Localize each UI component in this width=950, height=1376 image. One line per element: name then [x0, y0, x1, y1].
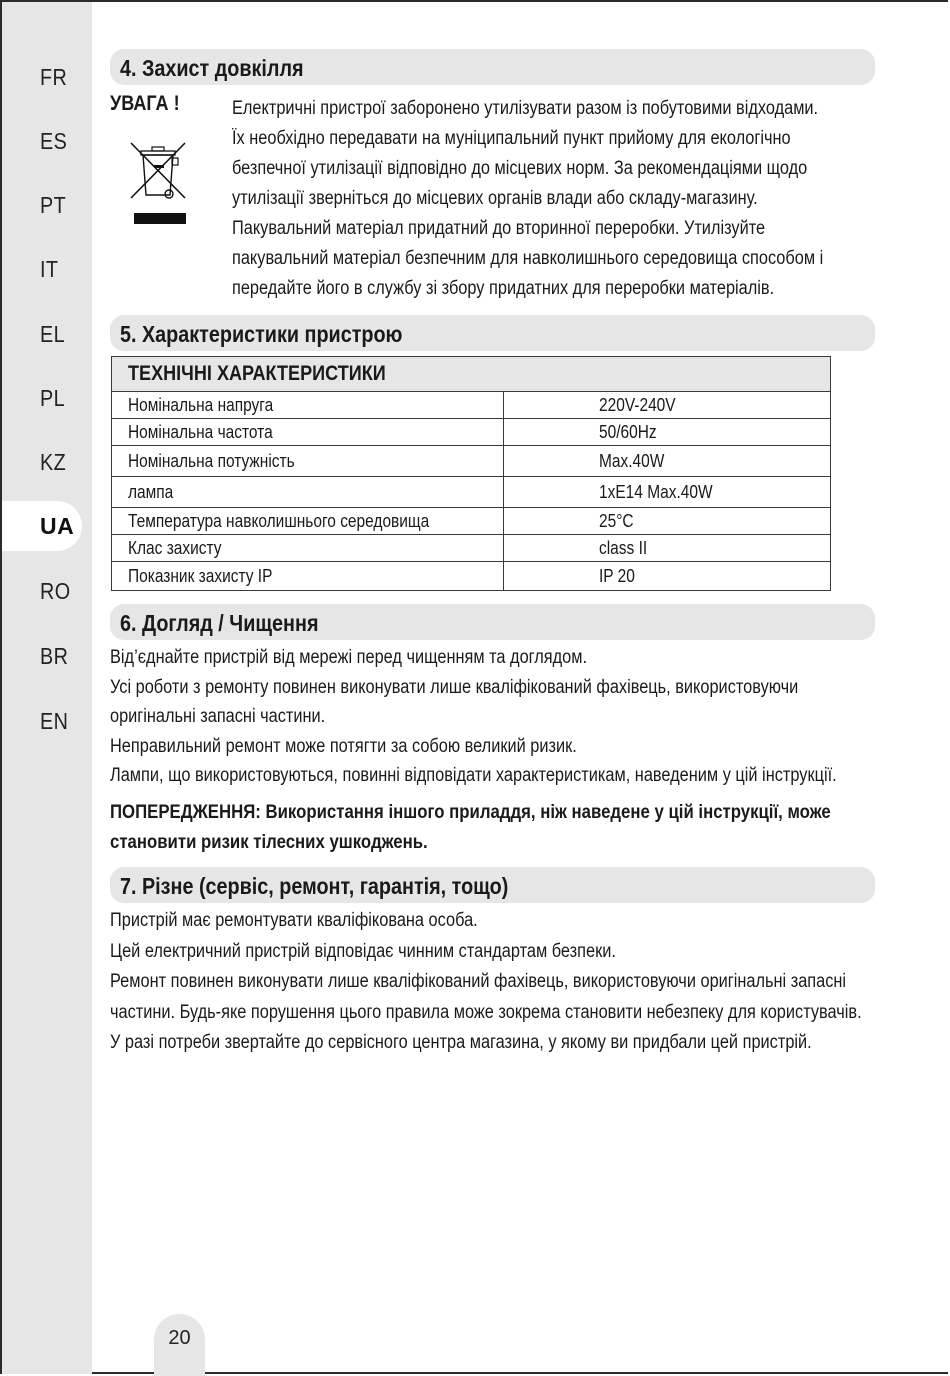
section-4-heading: 4. Захист довкілля: [110, 49, 875, 85]
body-line: пакувальний матеріал безпечним для навколишнього середовища способом і: [232, 248, 824, 269]
table-row: [112, 419, 831, 446]
warning-line: ПОПЕРЕДЖЕННЯ: Використання іншого приладдя, ніж наведене у цій інструкції, може: [110, 801, 831, 823]
warning-line: становити ризик тілесних ушкоджень.: [110, 831, 428, 853]
spec-value: 25°C: [504, 508, 831, 535]
lang-label: EL: [40, 321, 66, 347]
weee-crossed-bin-icon: [128, 138, 190, 230]
warning-label: УВАГА !: [110, 92, 180, 115]
body-line: Пристрій має ремонтувати кваліфікована особа.: [110, 910, 478, 931]
lang-label: KZ: [40, 449, 67, 475]
lang-tab-br[interactable]: [2, 631, 92, 681]
section-6-warning: [110, 797, 948, 857]
spec-value: IP 20: [504, 562, 831, 591]
lang-tab-pt[interactable]: [2, 180, 92, 230]
section-7-body: [110, 906, 950, 1059]
lang-tab-ro[interactable]: [2, 566, 92, 616]
lang-tab-ua[interactable]: [2, 501, 82, 551]
lang-tab-fr[interactable]: [2, 52, 92, 102]
table-row: [112, 535, 831, 562]
body-line: Від’єднайте пристрій від мережі перед чищенням та доглядом.: [110, 647, 588, 668]
spec-label: Клас захисту: [112, 535, 504, 562]
technical-specs-table: [111, 356, 831, 591]
spec-label: Температура навколишнього середовища: [112, 508, 504, 535]
lang-tab-es[interactable]: [2, 116, 92, 166]
spec-value: 220V-240V: [504, 392, 831, 419]
table-row: [112, 508, 831, 535]
body-line: Лампи, що використовуються, повинні відповідати характеристикам, наведеним у цій інструкції.: [110, 765, 837, 786]
section-7-heading: 7. Різне (сервіс, ремонт, гарантія, тощо): [110, 867, 875, 903]
body-line: передайте його в службу зі збору придатних для переробки матеріалів.: [232, 278, 775, 299]
lang-label: UA: [40, 513, 75, 539]
page-number: 20: [154, 1314, 205, 1376]
lang-label: FR: [40, 64, 68, 90]
lang-label: PT: [40, 192, 67, 218]
lang-label: BR: [40, 643, 69, 669]
body-line: безпечної утилізації відповідно до місцевих норм. За рекомендаціями щодо: [232, 158, 808, 179]
table-header-row: [112, 357, 831, 392]
section-5-heading: 5. Характеристики пристрою: [110, 315, 875, 351]
section-6-body: [110, 643, 950, 791]
spec-label: Показник захисту IP: [112, 562, 504, 591]
lang-tab-it[interactable]: [2, 244, 92, 294]
spec-label: Номінальна частота: [112, 419, 504, 446]
table-row: [112, 446, 831, 477]
body-line: оригінальні запасні частини.: [110, 706, 326, 727]
lang-label: RO: [40, 578, 71, 604]
spec-value: 1xE14 Max.40W: [504, 477, 831, 508]
body-line: Цей електричний пристрій відповідає чинним стандартам безпеки.: [110, 940, 616, 962]
body-line: Усі роботи з ремонту повинен виконувати лише кваліфікований фахівець, використовуючи: [110, 676, 799, 698]
lang-label: ES: [40, 128, 68, 154]
spec-value: Max.40W: [504, 446, 831, 477]
lang-label: PL: [40, 385, 66, 411]
section-6-heading: 6. Догляд / Чищення: [110, 604, 875, 640]
spec-value: class II: [504, 535, 831, 562]
lang-tab-pl[interactable]: [2, 373, 92, 423]
table-row: [112, 562, 831, 591]
table-header: ТЕХНІЧНІ ХАРАКТЕРИСТИКИ: [112, 357, 831, 392]
body-line: У разі потреби звертайте до сервісного центра магазина, у якому ви придбали цей пристрій.: [110, 1032, 812, 1053]
language-sidebar: [2, 2, 92, 1374]
body-line: утилізації зверніться до місцевих органів влади або складу-магазину.: [232, 188, 758, 209]
body-line: Електричні пристрої заборонено утилізувати разом із побутовими відходами.: [232, 98, 819, 119]
lang-tab-kz[interactable]: [2, 437, 92, 487]
lang-label: IT: [40, 256, 59, 282]
body-line: Пакувальний матеріал придатний до вторинної переробки. Утилізуйте: [232, 218, 766, 239]
spec-label: Номінальна напруга: [112, 392, 504, 419]
spec-value: 50/60Hz: [504, 419, 831, 446]
body-line: частини. Будь-яке порушення цього правила може зокрема становити небезпеку для користувачів.: [110, 1001, 862, 1023]
lang-tab-el[interactable]: [2, 309, 92, 359]
body-line: Неправильний ремонт може потягти за собою великий ризик.: [110, 735, 577, 757]
table-row: [112, 392, 831, 419]
spec-label: Номінальна потужність: [112, 446, 504, 477]
table-row: [112, 477, 831, 508]
lang-tab-en[interactable]: [2, 696, 92, 746]
lang-label: EN: [40, 708, 69, 734]
spec-label: лампа: [112, 477, 504, 508]
body-line: Їх необхідно передавати на муніципальний пункт прийому для екологічно: [232, 128, 791, 149]
body-line: Ремонт повинен виконувати лише кваліфікований фахівець, використовуючи оригінальні запасні: [110, 971, 847, 992]
section-4-body: [232, 94, 920, 304]
